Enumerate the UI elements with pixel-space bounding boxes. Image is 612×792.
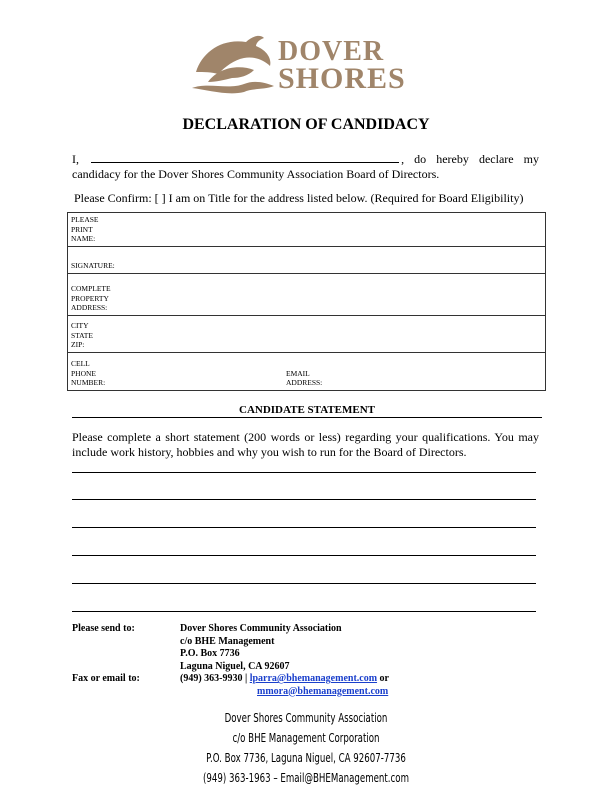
send-city: Laguna Niguel, CA 92607: [180, 660, 290, 672]
declaration-prefix: I,: [72, 152, 79, 166]
send-address: [180, 623, 389, 698]
declaration-text: [72, 152, 539, 182]
statement-line[interactable]: [72, 555, 536, 556]
signature-label: SIGNATURE:: [71, 261, 115, 270]
signature-field[interactable]: [68, 246, 546, 273]
page-title: DECLARATION OF CANDIDACY: [182, 116, 430, 133]
phone-email-field[interactable]: [68, 352, 546, 390]
candidate-name-blank[interactable]: [91, 152, 399, 163]
candidate-statement-heading: CANDIDATE STATEMENT: [72, 404, 542, 418]
statement-line[interactable]: [72, 472, 536, 473]
send-po-box: P.O. Box 7736: [180, 648, 240, 659]
statement-line[interactable]: [72, 527, 536, 528]
send-label: Please send to:: [72, 623, 135, 634]
footer-line-1: Dover Shores Community Association: [224, 711, 388, 725]
or-text: or: [377, 673, 389, 684]
name-field[interactable]: [68, 213, 546, 247]
dolphin-icon: [188, 32, 278, 96]
email-link-mmora[interactable]: mmora@bhemanagement.com: [257, 685, 389, 697]
name-label: PLEASE PRINT NAME:: [71, 215, 99, 243]
send-org: Dover Shores Community Association: [180, 623, 342, 634]
declaration-suffix: , do hereby declare my candidacy for the Dover Shores Community Association Board of Directors.: [72, 152, 539, 181]
logo-line-1: DOVER: [278, 36, 385, 67]
address-label: COMPLETE PROPERTY ADDRESS:: [71, 284, 111, 312]
city-state-zip-field[interactable]: [68, 315, 546, 352]
statement-line[interactable]: [72, 611, 536, 612]
footer-line-4: (949) 363-1963 – Email@BHEManagement.com: [202, 771, 409, 785]
dover-shores-logo: [188, 32, 420, 96]
email-link-lparra[interactable]: lparra@bhemanagement.com: [249, 673, 378, 684]
logo-line-2: SHORES: [278, 62, 406, 95]
fax-number: (949) 363-9930 |: [180, 673, 250, 684]
phone-label: CELL PHONE NUMBER:: [71, 359, 106, 387]
statement-line[interactable]: [72, 583, 536, 584]
title-confirmation[interactable]: Please Confirm: [ ] I am on Title for the address listed below. (Required for Board Eligibility): [74, 191, 524, 205]
fax-label: Fax or email to:: [72, 673, 140, 684]
statement-line[interactable]: [72, 499, 536, 500]
fax-email-line: [180, 673, 389, 686]
send-care-of: c/o BHE Management: [180, 635, 275, 647]
candidate-info-form: [67, 212, 546, 391]
footer-line-2: c/o BHE Management Corporation: [232, 731, 380, 745]
address-field[interactable]: [68, 273, 546, 315]
email-label: EMAIL ADDRESS:: [286, 368, 323, 387]
candidate-statement-intro: Please complete a short statement (200 words or less) regarding your qualifications. You may include work history, hobbies and why you wish to run for the Board of Directors.: [72, 430, 539, 459]
city-label: CITY STATE ZIP:: [71, 321, 93, 349]
footer-address: [86, 708, 527, 788]
footer-line-3: P.O. Box 7736, Laguna Niguel, CA 92607-7736: [206, 751, 406, 765]
